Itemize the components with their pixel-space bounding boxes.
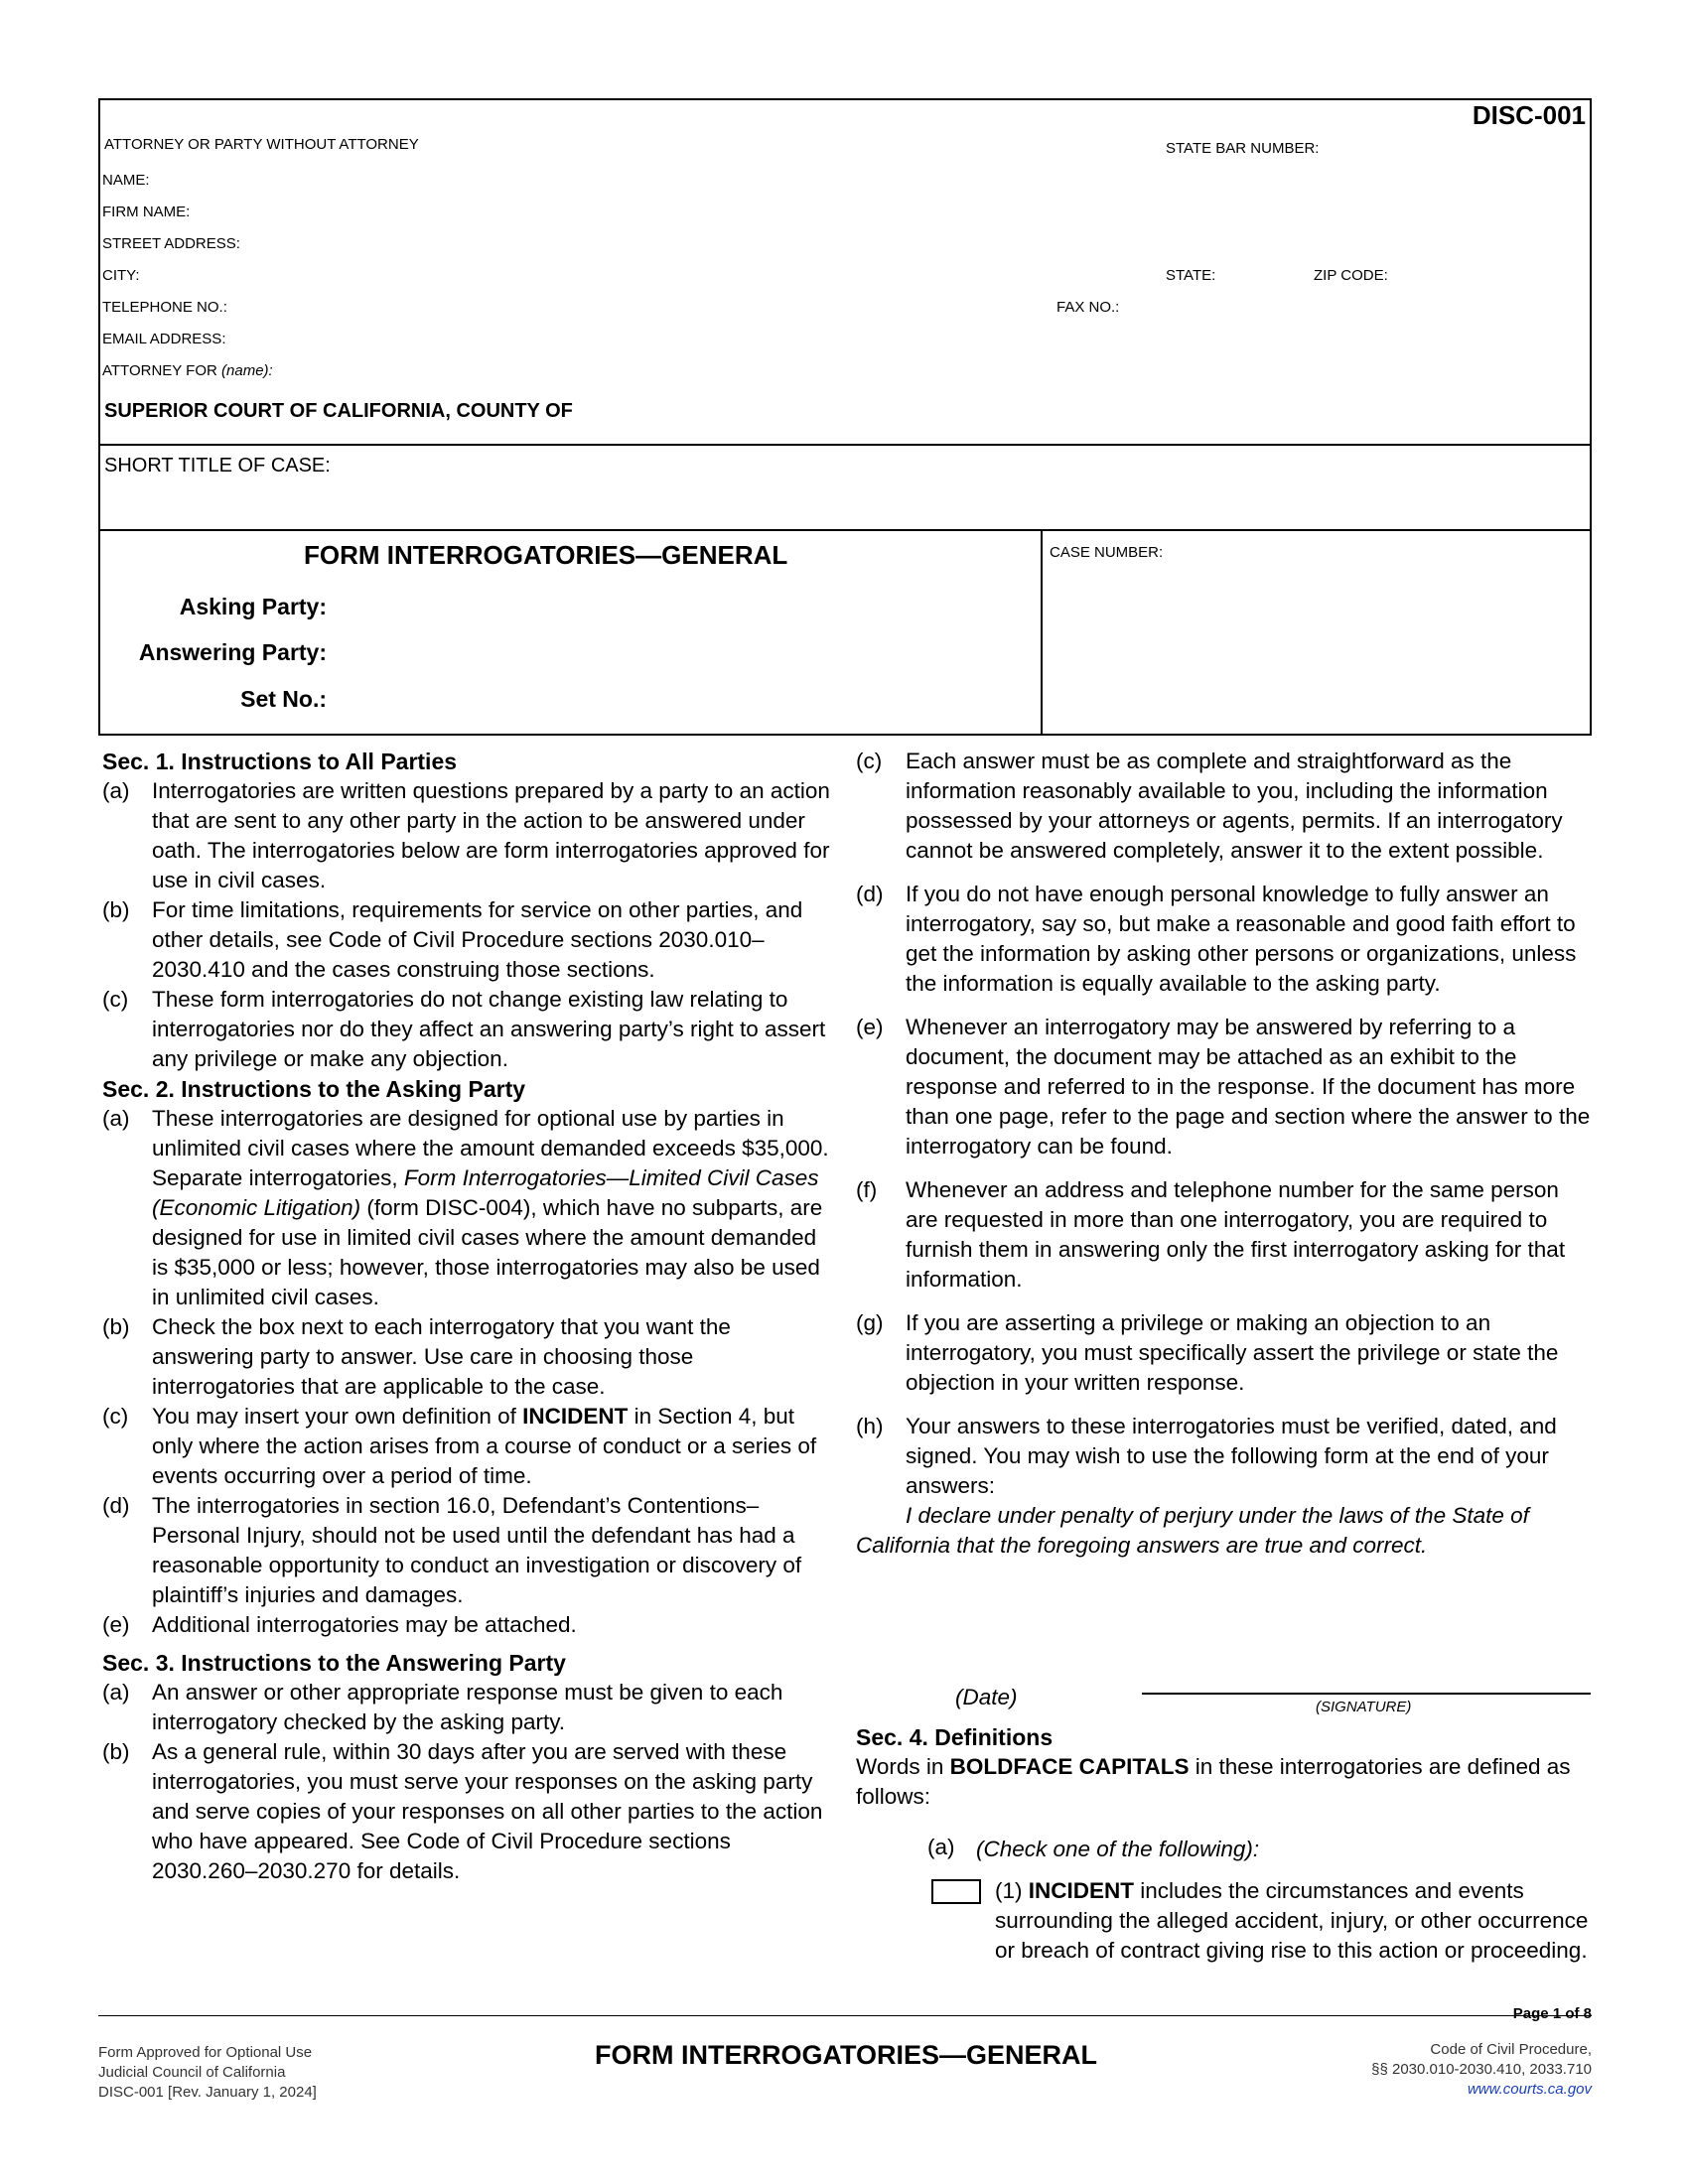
footer-rule <box>98 2015 1592 2016</box>
set-no-label: Set No.: <box>240 686 327 712</box>
footer-line: Form Approved for Optional Use <box>98 2044 313 2061</box>
item-letter: (e) <box>102 1612 130 1637</box>
item-text: These form interrogatories do not change existing law relating to interrogatories nor do they affect an answering party’s right to assert any privilege or make any objection. <box>152 987 826 1071</box>
item-letter: (f) <box>856 1177 878 1202</box>
item-letter: (d) <box>102 1493 130 1518</box>
attorney-for-hint: (name): <box>221 362 273 379</box>
short-title-label: SHORT TITLE OF CASE: <box>104 455 331 477</box>
item-text: As a general rule, within 30 days after you are served with these interrogatories, you must serve your responses on the asking party and serve copies of your responses on all other parties to the action who have appeared. See Code of Civil Procedure sections 2030.260–2030.270 for details. <box>152 1739 823 1883</box>
item-text: Additional interrogatories may be attached. <box>152 1612 577 1637</box>
text-run: in these interrogatories are defined as follows: <box>856 1754 1571 1809</box>
option-number: (1) <box>995 1878 1023 1903</box>
item-text: Interrogatories are written questions prepared by a party to an action that are sent to any other party in the action to be answered under oath. The interrogatories below are form interrogatories approved for use in civil cases. <box>152 778 830 892</box>
text-run: (form DISC-004), which have no subparts, are designed for use in limited civil cases where the amount demanded is $35,000 or less; however, those interrogatories may also be used in unlimited civil cases. <box>152 1195 823 1309</box>
name-label: NAME: <box>102 172 150 189</box>
text-run: These interrogatories are designed for optional use by parties in unlimited civil cases where the amount demanded exceeds $35,000. Separate interrogatories, <box>152 1106 829 1190</box>
list-item <box>856 880 1593 999</box>
list-item <box>102 1104 837 1312</box>
item-text: Whenever an address and telephone number for the same person are requested in more than one interrogatory, you are required to furnish them in answering only the first interrogatory asking for that information. <box>906 1177 1566 1292</box>
list-item <box>856 747 1593 866</box>
list-item <box>856 1175 1593 1295</box>
fax-label: FAX NO.: <box>1056 299 1120 316</box>
item-letter: (a) <box>102 778 130 803</box>
incident-definition <box>995 1876 1591 1966</box>
city-label: CITY: <box>102 267 140 284</box>
text-run-bold: BOLDFACE CAPITALS <box>949 1754 1190 1779</box>
item-text: The interrogatories in section 16.0, Defendant’s Contentions–Personal Injury, should not be used until the defendant has had a reasonable opportunity to conduct an investigation or discovery of plaintiff’s injuries and damages. <box>152 1493 802 1607</box>
state-bar-label: STATE BAR NUMBER: <box>1166 140 1320 157</box>
text-run: includes the circumstances and events surrounding the alleged accident, injury, or other occurrence or breach of contract giving rise to this action or proceeding. <box>995 1878 1589 1963</box>
asking-party-label: Asking Party: <box>179 594 327 619</box>
item-text: Each answer must be as complete and straightforward as the information reasonably available to you, including the information possessed by your attorneys or agents, permits. If an interrogatory cannot be answered completely, answer it to the extent possible. <box>906 749 1563 863</box>
date-label: (Date) <box>955 1685 1018 1709</box>
left-column <box>102 747 837 1886</box>
right-column <box>856 747 1593 1561</box>
list-item <box>856 1412 1593 1501</box>
list-item <box>102 1491 837 1610</box>
email-label: EMAIL ADDRESS: <box>102 331 226 347</box>
item-text: If you do not have enough personal knowledge to fully answer an interrogatory, say so, but make a reasonable and good faith effort to get the information by asking other persons or organizations, unless the information is equally available to the asking party. <box>906 882 1577 996</box>
footer-line: DISC-001 [Rev. January 1, 2024] <box>98 2084 317 2101</box>
list-item <box>856 1308 1593 1398</box>
text-run: in Section 4, but only where the action arises from a course of conduct or a series of events occurring over a period of time. <box>152 1404 817 1488</box>
attorney-for-text: ATTORNEY FOR <box>102 362 217 379</box>
zip-code-label: ZIP CODE: <box>1314 267 1388 284</box>
list-item <box>102 895 837 985</box>
case-number-label: CASE NUMBER: <box>1050 544 1164 561</box>
incident-checkbox[interactable] <box>931 1879 981 1904</box>
caption-box <box>98 98 1592 736</box>
footer-line: Code of Civil Procedure, <box>1430 2041 1592 2058</box>
footer-line: §§ 2030.010-2030.410, 2033.710 <box>1371 2061 1592 2078</box>
item-letter: (c) <box>102 1404 129 1429</box>
footer-line: Judicial Council of California <box>98 2064 286 2081</box>
item-letter: (g) <box>856 1310 884 1335</box>
attorney-label: ATTORNEY OR PARTY WITHOUT ATTORNEY <box>104 136 419 153</box>
divider <box>100 529 1590 531</box>
item-text: Check the box next to each interrogatory that you want the answering party to answer. Use care in choosing those interrogatories that are applicable to the case. <box>152 1314 731 1399</box>
signature-label: (SIGNATURE) <box>1316 1699 1412 1715</box>
declaration-text: I declare under penalty of perjury under the laws of the State of California that the foregoing answers are true and correct. <box>856 1503 1529 1558</box>
divider <box>100 444 1590 446</box>
item-text <box>152 1402 837 1491</box>
item-letter: (e) <box>856 1015 884 1039</box>
list-item <box>102 1402 837 1491</box>
item-text: An answer or other appropriate response must be given to each interrogatory checked by the asking party. <box>152 1680 783 1734</box>
item-text: Your answers to these interrogatories must be verified, dated, and signed. You may wish to use the following form at the end of your answers: <box>906 1414 1557 1498</box>
definitions-intro <box>856 1752 1593 1812</box>
item-text: Whenever an interrogatory may be answered by referring to a document, the document may be attached as an exhibit to the response and referred to in the response. If the document has more than one page, refer to the page and section where the answer to the interrogatory can be found. <box>906 1015 1591 1159</box>
attorney-for-label <box>102 362 273 379</box>
item-letter: (b) <box>102 897 130 922</box>
page-number: Page 1 of 8 <box>1512 2005 1592 2022</box>
list-item <box>102 1737 837 1886</box>
courts-website-link[interactable]: www.courts.ca.gov <box>1467 2081 1592 2098</box>
state-label: STATE: <box>1166 267 1216 284</box>
telephone-label: TELEPHONE NO.: <box>102 299 227 316</box>
court-label: SUPERIOR COURT OF CALIFORNIA, COUNTY OF <box>104 400 573 422</box>
section-heading: Sec. 3. Instructions to the Answering Party <box>102 1650 566 1676</box>
text-run-bold: INCIDENT <box>522 1404 629 1429</box>
section-heading: Sec. 2. Instructions to the Asking Party <box>102 1076 526 1102</box>
item-letter: (a) <box>927 1835 955 1859</box>
text-run-bold: INCIDENT <box>1028 1878 1135 1903</box>
footer-title: FORM INTERROGATORIES—GENERAL <box>595 2040 1098 2070</box>
definitions-section <box>856 1722 1593 1812</box>
list-item <box>102 776 837 895</box>
text-run: Words in <box>856 1754 944 1779</box>
item-letter: (h) <box>856 1414 884 1438</box>
text-run-italic: Form Interrogatories—Limited Civil Cases (Economic Litigation) <box>152 1165 819 1220</box>
item-letter: (a) <box>102 1680 130 1705</box>
option-text <box>995 1876 1591 1966</box>
answering-party-label: Answering Party: <box>138 639 327 665</box>
item-letter: (b) <box>102 1739 130 1764</box>
item-text: For time limitations, requirements for service on other parties, and other details, see Code of Civil Procedure sections 2030.010–2030.410 and the cases construing those sections. <box>152 897 803 982</box>
item-letter: (c) <box>856 749 883 773</box>
footer-left <box>98 2043 317 2103</box>
list-item <box>102 985 837 1074</box>
text-run: You may insert your own definition of <box>152 1404 516 1429</box>
item-letter: (a) <box>102 1106 130 1131</box>
signature-line[interactable] <box>1142 1693 1591 1695</box>
divider <box>1041 529 1043 736</box>
list-item <box>102 1678 837 1737</box>
item-letter: (b) <box>102 1314 130 1339</box>
section-heading: Sec. 4. Definitions <box>856 1724 1054 1750</box>
item-text <box>152 1104 837 1312</box>
footer-right <box>1371 2040 1592 2100</box>
section-heading: Sec. 1. Instructions to All Parties <box>102 749 458 774</box>
check-instruction: (Check one of the following): <box>976 1837 1260 1861</box>
item-letter: (d) <box>856 882 884 906</box>
street-address-label: STREET ADDRESS: <box>102 235 240 252</box>
list-item <box>856 1013 1593 1161</box>
form-number: DISC-001 <box>1472 100 1586 130</box>
item-letter: (c) <box>102 987 129 1012</box>
item-text: If you are asserting a privilege or making an objection to an interrogatory, you must specifically assert the privilege or state the objection in your written response. <box>906 1310 1559 1395</box>
list-item <box>102 1610 837 1640</box>
form-title: FORM INTERROGATORIES—GENERAL <box>304 540 788 570</box>
firm-name-label: FIRM NAME: <box>102 204 191 220</box>
list-item <box>102 1312 837 1402</box>
